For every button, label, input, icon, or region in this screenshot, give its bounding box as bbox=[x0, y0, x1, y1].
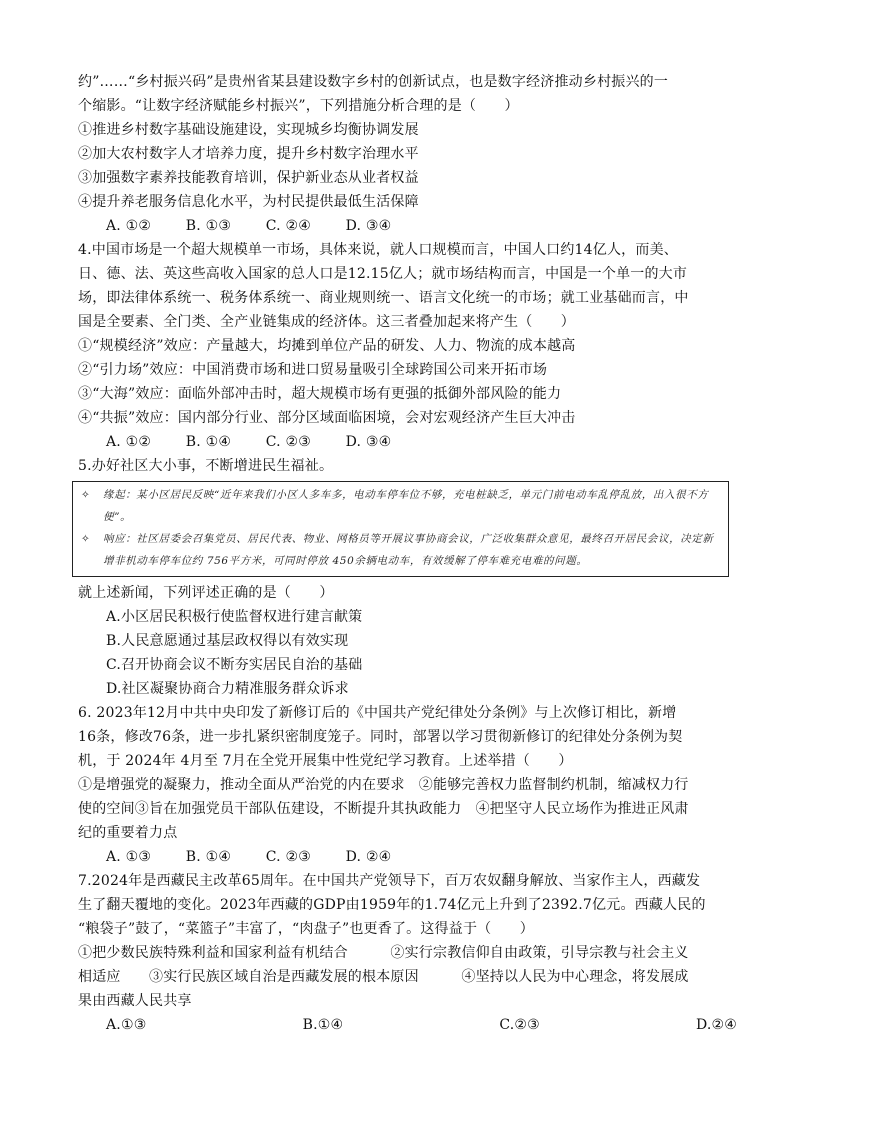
question-3 bbox=[78, 70, 723, 238]
news-item-origin bbox=[81, 484, 720, 528]
q4-stem-line: 4.中国市场是一个超大规模单一市场，具体来说，就人口规模而言，中国人口约14亿人，而美、 bbox=[78, 242, 678, 258]
q7-option-c[interactable]: C.②③ bbox=[499, 1017, 540, 1033]
q4-option-d[interactable]: D. ③④ bbox=[345, 434, 392, 450]
q6-option-b[interactable]: B. ①④ bbox=[185, 849, 232, 865]
diamond-bullet-icon: ✧ bbox=[81, 533, 90, 545]
q3-option-b[interactable]: B. ①③ bbox=[185, 218, 232, 234]
q4-option-b[interactable]: B. ①④ bbox=[185, 434, 232, 450]
q7-stem-line: “粮袋子”鼓了，“菜篮子”丰富了，“肉盘子”也更香了。这得益于（ ） bbox=[78, 921, 534, 937]
q7-statement-line: 相适应 ③实行民族区域自治是西藏发展的根本原因 ④坚持以人民为中心理念，将发展成 bbox=[78, 969, 689, 985]
question-6 bbox=[78, 701, 723, 869]
q3-stem-line: 约”……“乡村振兴码”是贵州省某县建设数字乡村的创新试点，也是数字经济推动乡村振兴的一 bbox=[78, 74, 669, 90]
q7-option-b[interactable]: B.①④ bbox=[302, 1017, 344, 1033]
q5-question: 就上述新闻，下列评述正确的是（ ） bbox=[78, 585, 334, 601]
q7-option-d[interactable]: D.②④ bbox=[695, 1017, 738, 1033]
q5-choice-a[interactable]: A.小区居民积极行使监督权进行建言献策 bbox=[106, 609, 363, 625]
news-response-text: 响应：社区居委会召集党员、居民代表、物业、网格员等开展议事协商会议，广泛收集群众意见，最终召开居民会议，决定新增非机动车停车位约 756平方米，可同时停放 450余辆电动车，有效缓解了停车难充电难的问题。 bbox=[103, 533, 714, 567]
diamond-bullet-icon: ✧ bbox=[81, 489, 90, 501]
question-4 bbox=[78, 238, 723, 454]
q4-stem-line: 国是全要素、全门类、全产业链集成的经济体。这三者叠加起来将产生（ ） bbox=[78, 314, 575, 330]
q4-stem-line: 日、德、法、英这些高收入国家的总人口是12.15亿人；就市场结构而言，中国是一个单一的大市 bbox=[78, 266, 688, 282]
q5-choice-d[interactable]: D.社区凝聚协商合力精准服务群众诉求 bbox=[106, 681, 349, 697]
q7-option-a[interactable]: A.①③ bbox=[106, 1017, 147, 1033]
q6-option-a[interactable]: A. ①③ bbox=[106, 849, 152, 865]
q6-stem-line: 16条，修改76条，进一步扎紧织密制度笼子。同时，部署以学习贯彻新修订的纪律处分条例为契 bbox=[78, 729, 683, 745]
q3-option-a[interactable]: A. ①② bbox=[106, 218, 152, 234]
q6-options bbox=[78, 845, 723, 869]
q4-statement: ④“共振”效应：国内部分行业、部分区域面临困境，会对宏观经济产生巨大冲击 bbox=[78, 410, 576, 426]
q4-options bbox=[78, 430, 723, 454]
q3-statement: ④提升养老服务信息化水平，为村民提供最低生活保障 bbox=[78, 194, 419, 210]
q6-statement-line: 使的空间③旨在加强党员干部队伍建设，不断提升其执政能力 ④把坚守人民立场作为推进正风肃 bbox=[78, 801, 689, 817]
q4-statement: ③“大海”效应：面临外部冲击时，超大规模市场有更强的抵御外部风险的能力 bbox=[78, 386, 562, 402]
q3-stem-line: 个缩影。“让数字经济赋能乡村振兴”，下列措施分析合理的是（ ） bbox=[78, 98, 519, 114]
exam-page bbox=[78, 70, 738, 1037]
q3-statement: ③加强数字素养技能教育培训，保护新业态从业者权益 bbox=[78, 170, 419, 186]
q6-option-d[interactable]: D. ②④ bbox=[345, 849, 392, 865]
news-box bbox=[72, 481, 729, 577]
q4-option-a[interactable]: A. ①② bbox=[106, 434, 152, 450]
q7-stem-line: 生了翻天覆地的变化。2023年西藏的GDP由1959年的1.74亿元上升到了2392.7亿元。西藏人民的 bbox=[78, 897, 706, 913]
q4-statement: ②“引力场”效应：中国消费市场和进口贸易量吸引全球跨国公司来开拓市场 bbox=[78, 362, 548, 378]
q7-statement-line: ①把少数民族特殊利益和国家利益有机结合 ②实行宗教信仰自由政策，引导宗教与社会主义 bbox=[78, 945, 689, 961]
q3-statement: ②加大农村数字人才培养力度，提升乡村数字治理水平 bbox=[78, 146, 419, 162]
q3-option-c[interactable]: C. ②④ bbox=[265, 218, 311, 234]
q6-statement-line: 纪的重要着力点 bbox=[78, 825, 178, 841]
question-7 bbox=[78, 869, 738, 1037]
q6-option-c[interactable]: C. ②③ bbox=[265, 849, 311, 865]
q5-choice-c[interactable]: C.召开协商会议不断夯实居民自治的基础 bbox=[106, 657, 363, 673]
q4-option-c[interactable]: C. ②③ bbox=[265, 434, 311, 450]
news-item-response bbox=[81, 528, 720, 572]
q7-options bbox=[78, 1013, 738, 1037]
q6-stem-line: 机，于 2024年 4月至 7月在全党开展集中性党纪学习教育。上述举措（ ） bbox=[78, 753, 573, 769]
q3-options bbox=[78, 214, 723, 238]
q7-stem-line: 7.2024年是西藏民主改革65周年。在中国共产党领导下，百万农奴翻身解放、当家作主人，西藏发 bbox=[78, 873, 701, 889]
q7-statement-line: 果由西藏人民共享 bbox=[78, 993, 192, 1009]
q5-choice-b[interactable]: B.人民意愿通过基层政权得以有效实现 bbox=[106, 633, 349, 649]
q3-option-d[interactable]: D. ③④ bbox=[345, 218, 392, 234]
q3-statement: ①推进乡村数字基础设施建设，实现城乡均衡协调发展 bbox=[78, 122, 419, 138]
q4-statement: ①“规模经济”效应：产量越大，均摊到单位产品的研发、人力、物流的成本越高 bbox=[78, 338, 576, 354]
q6-statement-line: ①是增强党的凝聚力，推动全面从严治党的内在要求 ②能够完善权力监督制约机制，缩减权力行 bbox=[78, 777, 689, 793]
q5-stem: 5.办好社区大小事，不断增进民生福祉。 bbox=[78, 458, 334, 474]
q4-stem-line: 场，即法律体系统一、税务体系统一、商业规则统一、语言文化统一的市场；就工业基础而言，中 bbox=[78, 290, 689, 306]
news-origin-text: 缘起：某小区居民反映“近年来我们小区人多车多，电动车停车位不够，充电桩缺乏，单元门前电动车乱停乱放，出入很不方便”。 bbox=[103, 489, 709, 523]
question-5 bbox=[78, 454, 723, 701]
q6-stem-line: 6. 2023年12月中共中央印发了新修订后的《中国共产党纪律处分条例》与上次修订相比，新增 bbox=[78, 705, 677, 721]
